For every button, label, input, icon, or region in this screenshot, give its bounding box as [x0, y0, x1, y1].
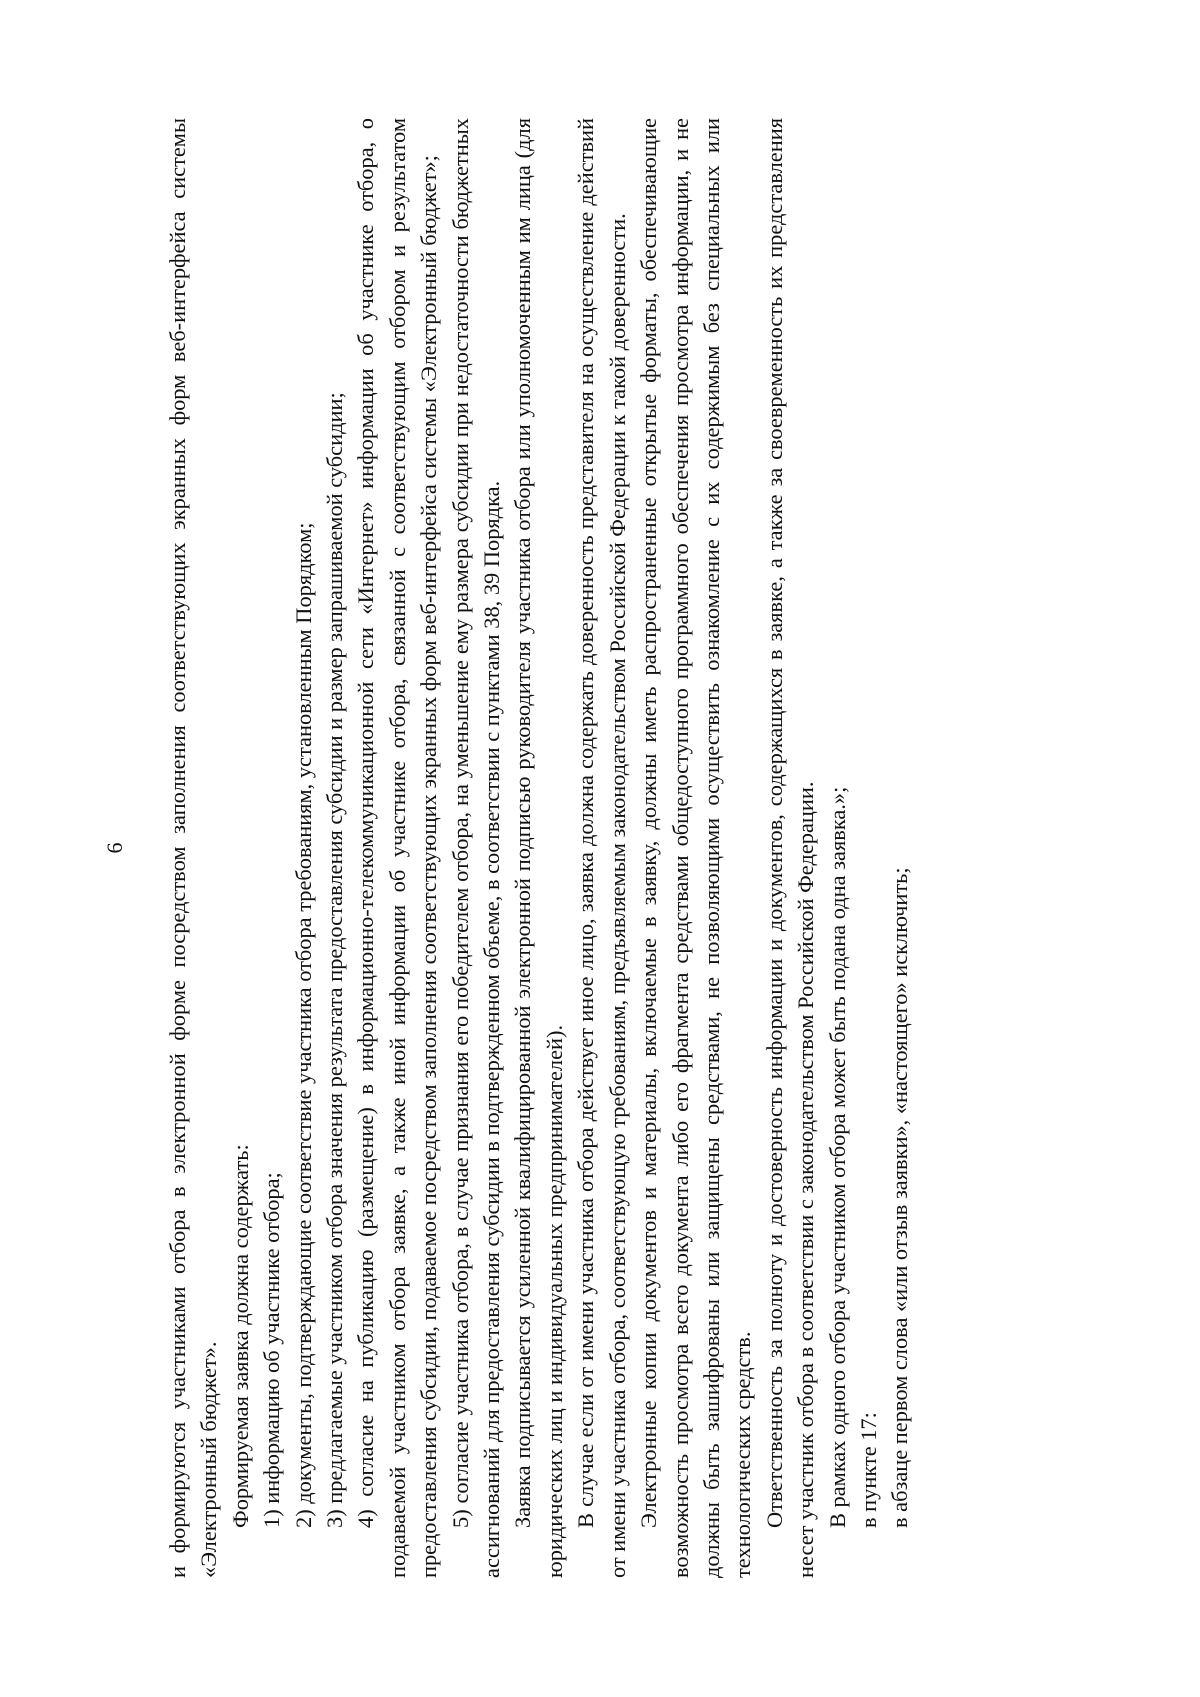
paragraph-signature: Заявка подписывается усиленной квалифицированной электронной подписью руководителя участника отбора или уполномоченным им лица (для юридических лиц и индивидуальных предпринимателей).	[510, 118, 567, 1578]
list-item-1: 1) информацию об участнике отбора;	[259, 1172, 285, 1528]
paragraph-clause-17: в пункте 17:	[855, 1412, 881, 1528]
list-item-3: 3) предлагаемые участником отбора значения результата предоставления субсидии и размер запрашиваемой субсидии;	[322, 392, 348, 1528]
rotated-document-content	[102, 118, 1102, 1578]
paragraph-responsibility: Ответственность за полноту и достоверность информации и документов, содержащихся в заявке, а также за своевременность их представления несет участник отбора в соответствии с законодательством Российской Федерации.	[761, 118, 819, 1578]
paragraph-continuation: и формируются участниками отбора в электронной форме посредством заполнения соответствующих экранных форм веб-интерфейса системы «Электронный бюджет».	[165, 118, 222, 1578]
paragraph-application-contents: Формируемая заявка должна содержать:	[227, 1144, 253, 1528]
page-number: 6	[102, 842, 127, 854]
paragraph-one-application: В рамках одного отбора участником отбора может быть подана одна заявка.»;	[824, 786, 850, 1528]
list-item-5: 5) согласие участника отбора, в случае признания его победителем отбора, на уменьшение ему размера субсидии при недостаточности бюджетных ассигнований для предоставления субсидии в подтвержденном объеме, в соответствии с пунктами 38, 39 Порядка.	[447, 118, 505, 1578]
document-body	[162, 118, 916, 1578]
paragraph-exclusion: в абзаце первом слова «или отзыв заявки», «настоящего» исключить;	[887, 867, 913, 1528]
list-item-4: 4) согласие на публикацию (размещение) в информационно-телекоммуникационной сети «Интернет» информации об участнике отбора, о подаваемой участником отбора заявке, а также иной информации об участнике отбора, связанной с соответствующим отбором и результатом предоставления субсидии, подаваемое посредством заполнения соответствующих экранных форм веб-интерфейса системы «Электронный бюджет»;	[353, 118, 442, 1578]
list-item-2: 2) документы, подтверждающие соответствие участника отбора требованиям, установленным Порядком;	[290, 522, 316, 1528]
paragraph-electronic-copies: Электронные копии документов и материалы, включаемые в заявку, должны иметь распространенные открытые форматы, обеспечивающие возможность просмотра всего документа либо его фрагмента средствами общедоступного программного обеспечения просмотра информации, и не должны быть зашифрованы или защищены средствами, не позволяющими осуществить ознакомление с их содержимым без специальных или технологических средств.	[636, 118, 756, 1578]
paragraph-power-of-attorney: В случае если от имени участника отбора действует иное лицо, заявка должна содержать доверенность представителя на осуществление действий от имени участника отбора, соответствующую требованиям, предъявляемым законодательством Российской Федерации к такой доверенности.	[573, 118, 630, 1578]
